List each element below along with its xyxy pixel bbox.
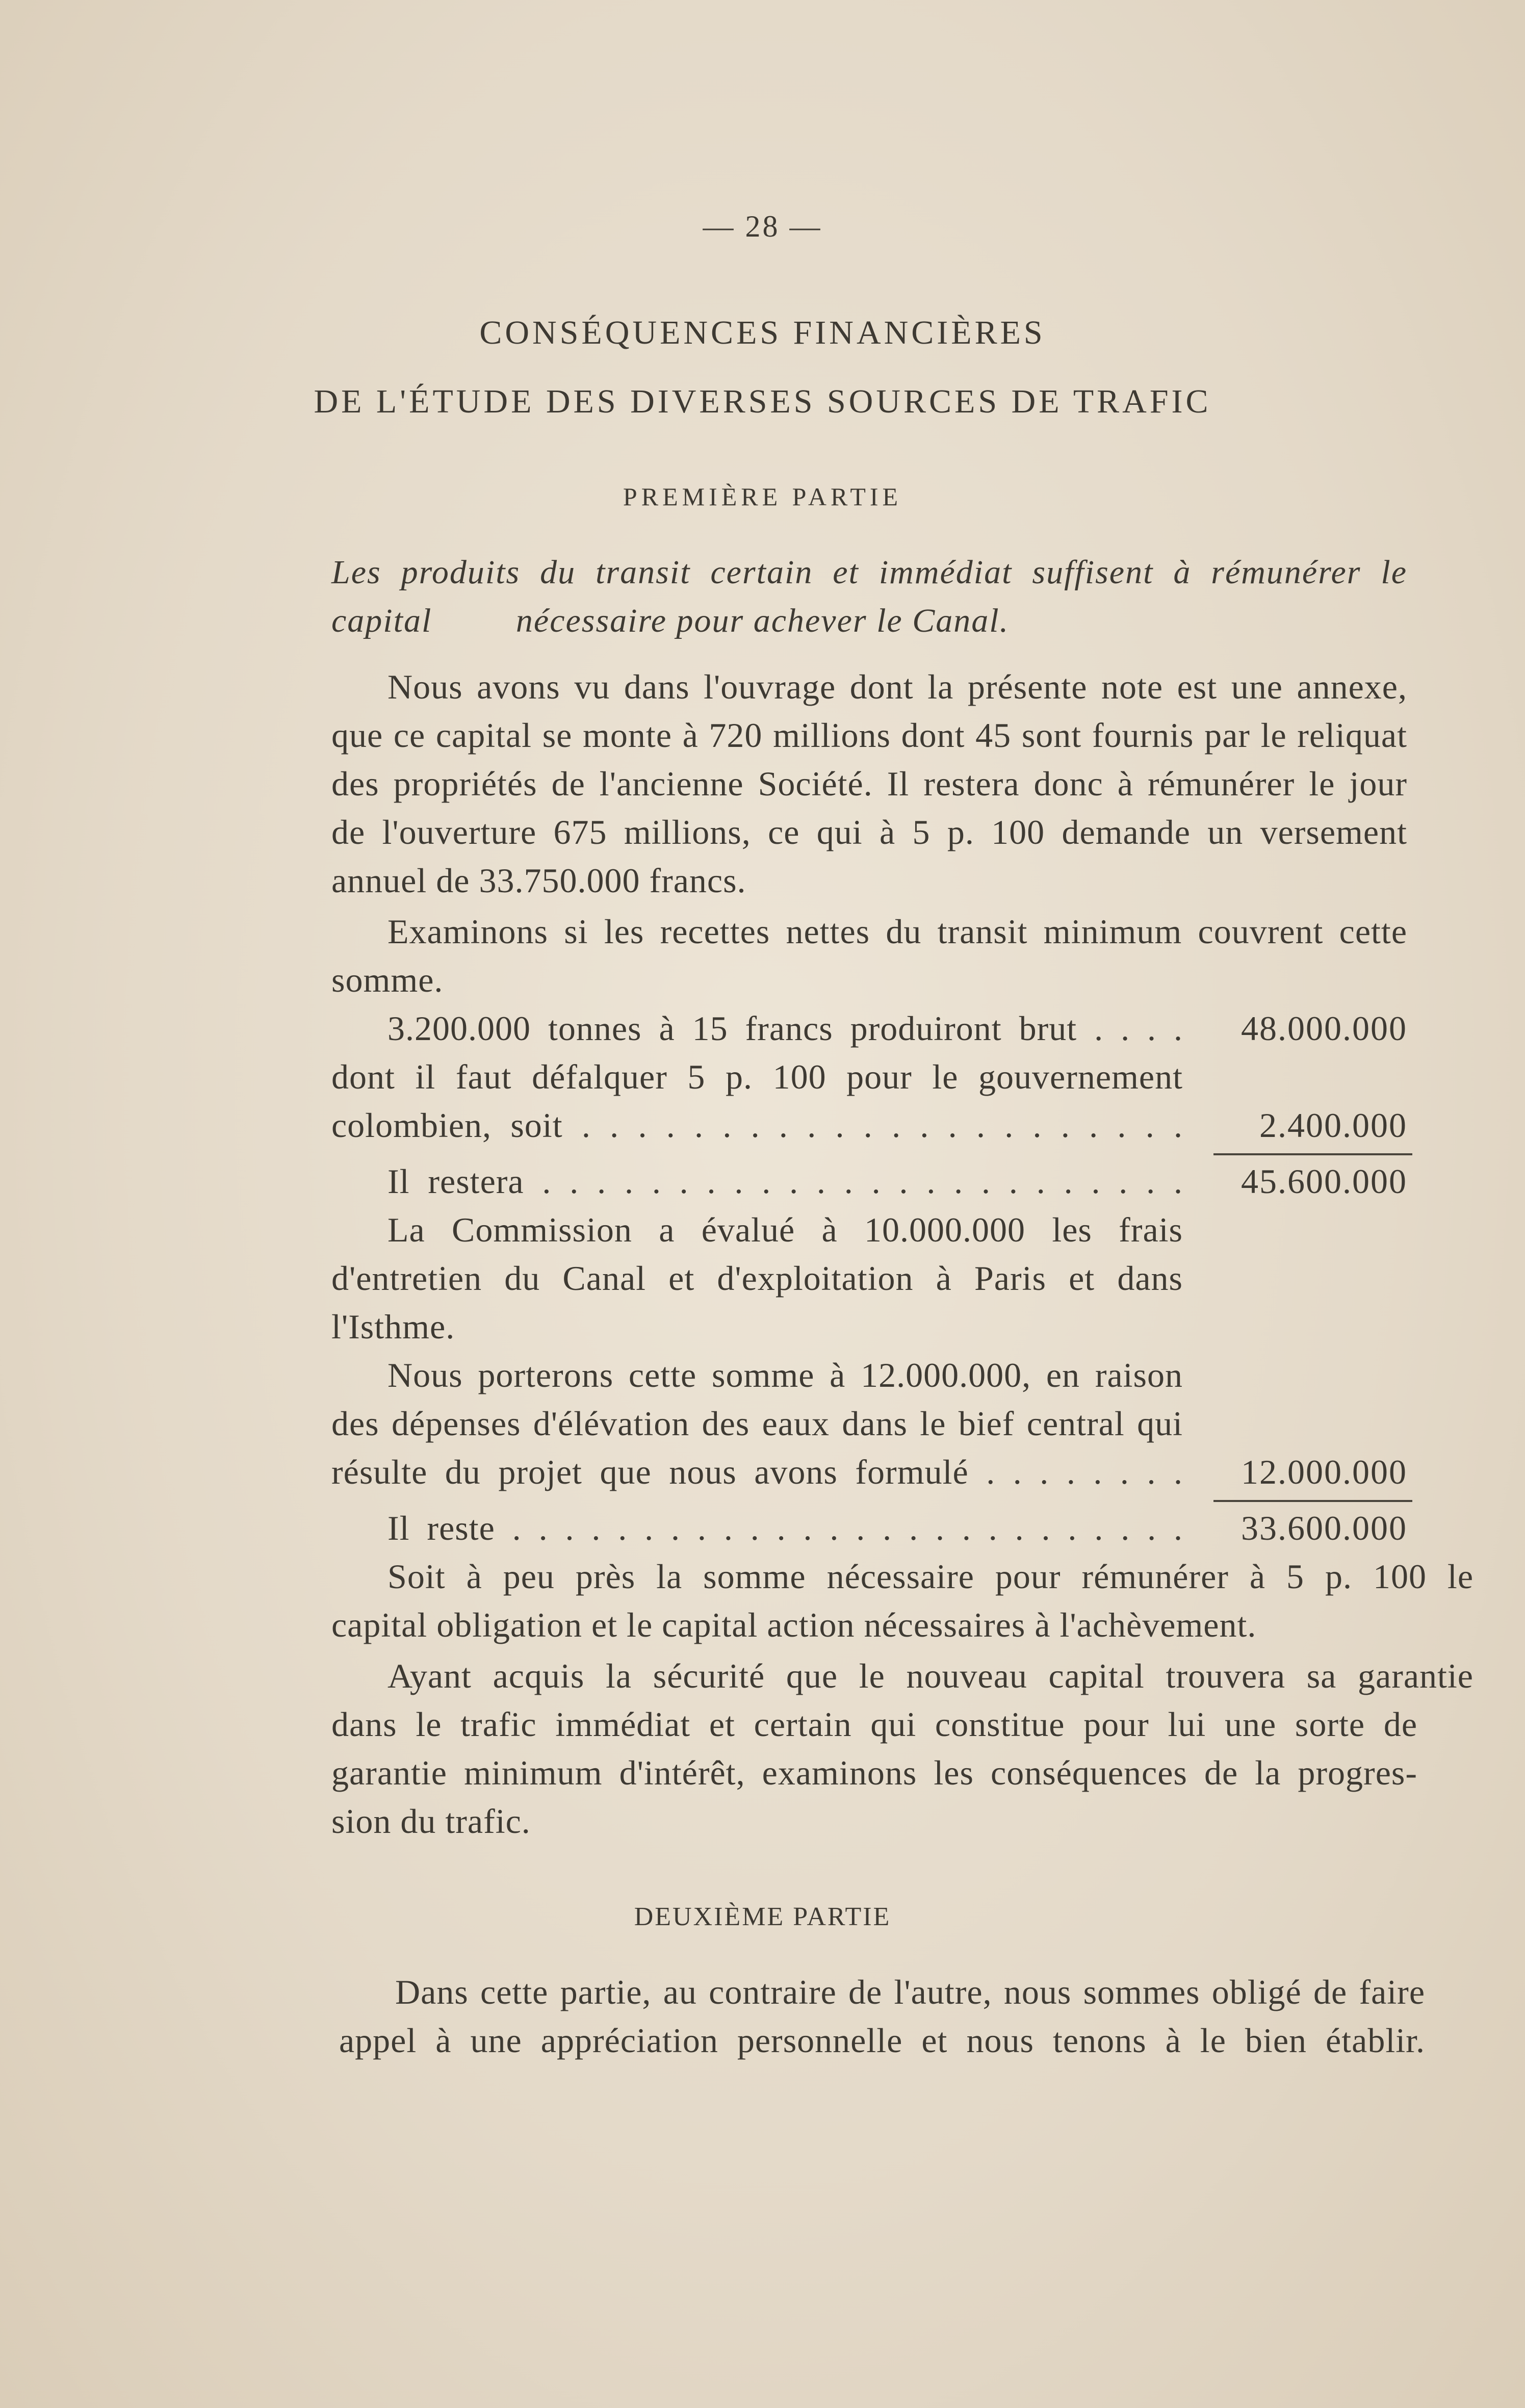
- para2-line-2: somme.: [331, 961, 444, 999]
- sum-rule-1: [1213, 1153, 1412, 1155]
- calc-row-11-text: Il reste . . . . . . . . . . . . . . . . . . . . . . . . . .: [387, 1509, 1183, 1547]
- calc-row-4-amount: 45.600.000: [1241, 1162, 1407, 1201]
- page-number: — 28 —: [703, 210, 822, 243]
- para1-line-4: de l'ouverture 675 millions, ce qui à 5 p. 100 demande un versement: [331, 813, 1407, 851]
- calc-row-6-text: d'entretien du Canal et d'exploitation à Paris et dans: [331, 1259, 1183, 1298]
- calc-row-10-amount: 12.000.000: [1241, 1453, 1407, 1491]
- title-line-1: CONSÉQUENCES FINANCIÈRES: [479, 314, 1046, 351]
- part2-para1-line-2: appel à une appréciation personnelle et nous tenons à le bien établir.: [339, 2021, 1425, 2060]
- para1-line-3: des propriétés de l'ancienne Société. Il restera donc à rémunérer le jour: [331, 764, 1407, 803]
- part2-heading: DEUXIÈME PARTIE: [634, 1902, 891, 1931]
- calc-row-2-text: dont il faut défalquer 5 p. 100 pour le gouvernement: [331, 1057, 1183, 1096]
- title-line-2: DE L'ÉTUDE DES DIVERSES SOURCES DE TRAFIC: [314, 383, 1211, 420]
- para1-line-2: que ce capital se monte à 720 millions dont 45 sont fournis par le reliquat: [331, 716, 1407, 755]
- calc-row-3-amount: 2.400.000: [1259, 1106, 1407, 1145]
- para4-line-3: garantie minimum d'intérêt, examinons les conséquences de la progres-: [331, 1753, 1417, 1792]
- para4-line-1: Ayant acquis la sécurité que le nouveau capital trouvera sa garantie: [387, 1656, 1474, 1695]
- calc-row-1-text: 3.200.000 tonnes à 15 francs produiront brut . . . .: [387, 1009, 1183, 1048]
- calc-row-8-text: Nous porterons cette somme à 12.000.000, en raison: [387, 1356, 1183, 1394]
- para1-line-5: annuel de 33.750.000 francs.: [331, 861, 746, 900]
- calc-row-1-amount: 48.000.000: [1241, 1009, 1407, 1048]
- para3-line-1: Soit à peu près la somme nécessaire pour rémunérer à 5 p. 100 le: [387, 1557, 1474, 1596]
- para3-line-2: capital obligation et le capital action nécessaires à l'achèvement.: [331, 1606, 1257, 1644]
- part1-subtitle-line-1: Les produits du transit certain et immédiat suffisent à rémunérer le capital: [331, 554, 1407, 639]
- para4-line-2: dans le trafic immédiat et certain qui constitue pour lui une sorte de: [331, 1705, 1417, 1744]
- calc-row-3-text: colombien, soit . . . . . . . . . . . . . . . . . . . . . .: [331, 1106, 1183, 1145]
- para1-line-1: Nous avons vu dans l'ouvrage dont la présente note est une annexe,: [387, 667, 1407, 706]
- part1-subtitle-line-2: nécessaire pour achever le Canal.: [515, 602, 1010, 639]
- part2-para1-line-1: Dans cette partie, au contraire de l'autre, nous sommes obligé de faire: [395, 1973, 1425, 2011]
- para4-line-4: sion du trafic.: [331, 1802, 531, 1841]
- calc-row-4-text: Il restera . . . . . . . . . . . . . . . . . . . . . . . .: [387, 1162, 1183, 1201]
- calc-row-9-text: des dépenses d'élévation des eaux dans le bief central qui: [331, 1404, 1183, 1443]
- calc-row-11-amount: 33.600.000: [1241, 1509, 1407, 1547]
- para2-line-1: Examinons si les recettes nettes du transit minimum couvrent cette: [387, 912, 1407, 951]
- calc-row-5-text: La Commission a évalué à 10.000.000 les frais: [387, 1210, 1183, 1249]
- calc-row-7-text: l'Isthme.: [331, 1307, 455, 1346]
- calc-row-10-text: résulte du projet que nous avons formulé . . . . . . . .: [331, 1453, 1183, 1491]
- sum-rule-2: [1213, 1500, 1412, 1502]
- part1-heading: PREMIÈRE PARTIE: [623, 482, 902, 511]
